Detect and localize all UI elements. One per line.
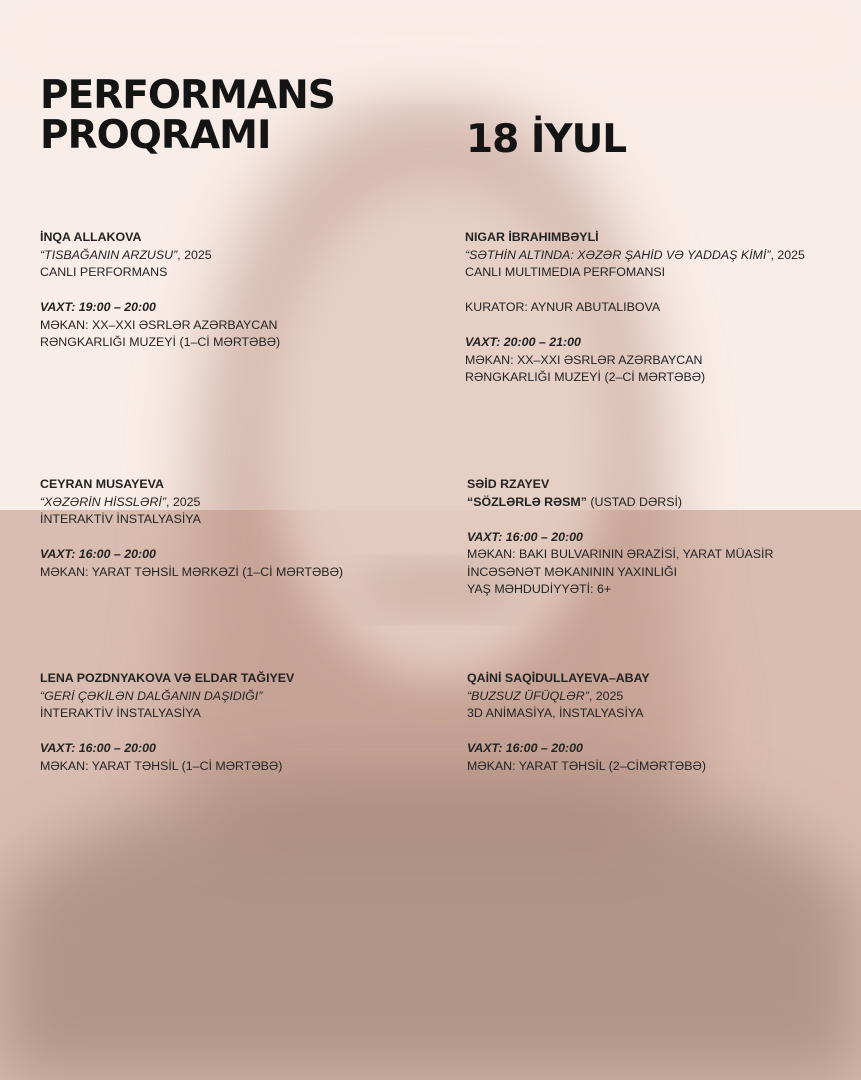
artist-name: İNQA ALLAKOVA bbox=[40, 230, 142, 244]
title-line-1: PERFORMANS bbox=[40, 73, 335, 118]
event-type: 3D ANİMASİYA, İNSTALYASİYA bbox=[467, 706, 644, 720]
event-time: VAXT: 16:00 – 20:00 bbox=[40, 547, 156, 561]
work-line bbox=[40, 494, 343, 512]
event-seid-rzayev bbox=[467, 476, 773, 599]
event-time: VAXT: 16:00 – 20:00 bbox=[467, 741, 583, 755]
artist-name: CEYRAN MUSAYEVA bbox=[40, 477, 164, 491]
work-year: , 2025 bbox=[165, 494, 201, 509]
work-title: “SƏTHİN ALTINDA: XƏZƏR ŞAHİD VƏ YADDAŞ KİMİ” bbox=[465, 247, 771, 262]
event-type: İNTERAKTİV İNSTALYASİYA bbox=[40, 706, 201, 720]
event-venue-line-1: MƏKAN: YARAT TƏHSİL (2–CİMƏRTƏBƏ) bbox=[467, 758, 706, 773]
event-ceyran-musayeva bbox=[40, 476, 343, 581]
work-line bbox=[465, 247, 805, 265]
work-type-suffix: (USTAD DƏRSİ) bbox=[586, 494, 683, 509]
event-type: CANLI PERFORMANS bbox=[40, 265, 168, 279]
event-lena-pozdnyakova-eldar-tagiyev bbox=[40, 670, 294, 775]
work-line bbox=[40, 247, 280, 265]
event-qaini-saqidullayeva-abay bbox=[467, 670, 706, 775]
event-time: VAXT: 16:00 – 20:00 bbox=[40, 741, 156, 755]
event-type: CANLI MULTIMEDIA PERFOMANSI bbox=[465, 265, 666, 279]
event-venue-line-2: RƏNGKARLIĞI MUZEYİ (1–Cİ MƏRTƏBƏ) bbox=[40, 335, 281, 349]
work-title: “BUZSUZ ÜFÜQLƏR” bbox=[467, 688, 589, 703]
event-time: VAXT: 19:00 – 20:00 bbox=[40, 300, 156, 314]
program-date: 18 İYUL bbox=[466, 117, 627, 162]
work-title: “SÖZLƏRLƏ RƏSM” bbox=[467, 494, 587, 509]
event-venue-line-1: MƏKAN: BAKI BULVARININ ƏRAZİSİ, YARAT MÜASİR bbox=[467, 547, 774, 561]
artist-name: QAİNİ SAQİDULLAYEVA–ABAY bbox=[467, 671, 650, 685]
work-title: “XƏZƏRİN HİSSLƏRİ” bbox=[40, 494, 166, 509]
work-line bbox=[467, 494, 773, 512]
event-venue-line-2: RƏNGKARLIĞI MUZEYİ (2–Cİ MƏRTƏBƏ) bbox=[465, 370, 706, 384]
event-curator: KURATOR: AYNUR ABUTALIBOVA bbox=[465, 300, 661, 314]
event-time: VAXT: 16:00 – 20:00 bbox=[467, 529, 583, 544]
work-year: , 2025 bbox=[177, 247, 212, 262]
work-title: “TISBAĞANIN ARZUSU” bbox=[40, 247, 178, 262]
event-type: İNTERAKTİV İNSTALYASİYA bbox=[40, 512, 201, 526]
event-time: VAXT: 20:00 – 21:00 bbox=[465, 335, 581, 349]
title-line-2: PROQRAMI bbox=[40, 113, 271, 158]
event-venue-line-1: MƏKAN: XX–XXI ƏSRLƏR AZƏRBAYCAN bbox=[40, 317, 278, 332]
work-title: “GERİ ÇƏKİLƏN DALĞANIN DAŞIDIĞI” bbox=[40, 688, 263, 703]
artist-name: LENA POZDNYAKOVA VƏ ELDAR TAĞIYEV bbox=[40, 671, 295, 685]
event-venue-line-2: İNCƏSƏNƏT MƏKANININ YAXINLIĞI bbox=[467, 564, 678, 579]
artist-name: SƏİD RZAYEV bbox=[467, 477, 550, 491]
event-venue-line-1: MƏKAN: YARAT TƏHSİL (1–Cİ MƏRTƏBƏ) bbox=[40, 758, 283, 773]
event-venue-line-1: MƏKAN: YARAT TƏHSİL MƏRKƏZİ (1–Cİ MƏRTƏBƏ) bbox=[40, 564, 344, 579]
event-inqa-allakova bbox=[40, 229, 280, 352]
event-venue-line-1: MƏKAN: XX–XXI ƏSRLƏR AZƏRBAYCAN bbox=[465, 352, 703, 367]
work-line bbox=[467, 688, 706, 706]
work-year: , 2025 bbox=[770, 247, 805, 262]
work-year: , 2025 bbox=[588, 688, 624, 703]
event-nigar-ibrahimbeyli bbox=[465, 229, 805, 387]
artist-name: NIGAR İBRAHIMBƏYLİ bbox=[465, 230, 599, 244]
event-age-limit: YAŞ MƏHDUDİYYƏTİ: 6+ bbox=[467, 582, 612, 596]
program-title bbox=[40, 73, 335, 158]
